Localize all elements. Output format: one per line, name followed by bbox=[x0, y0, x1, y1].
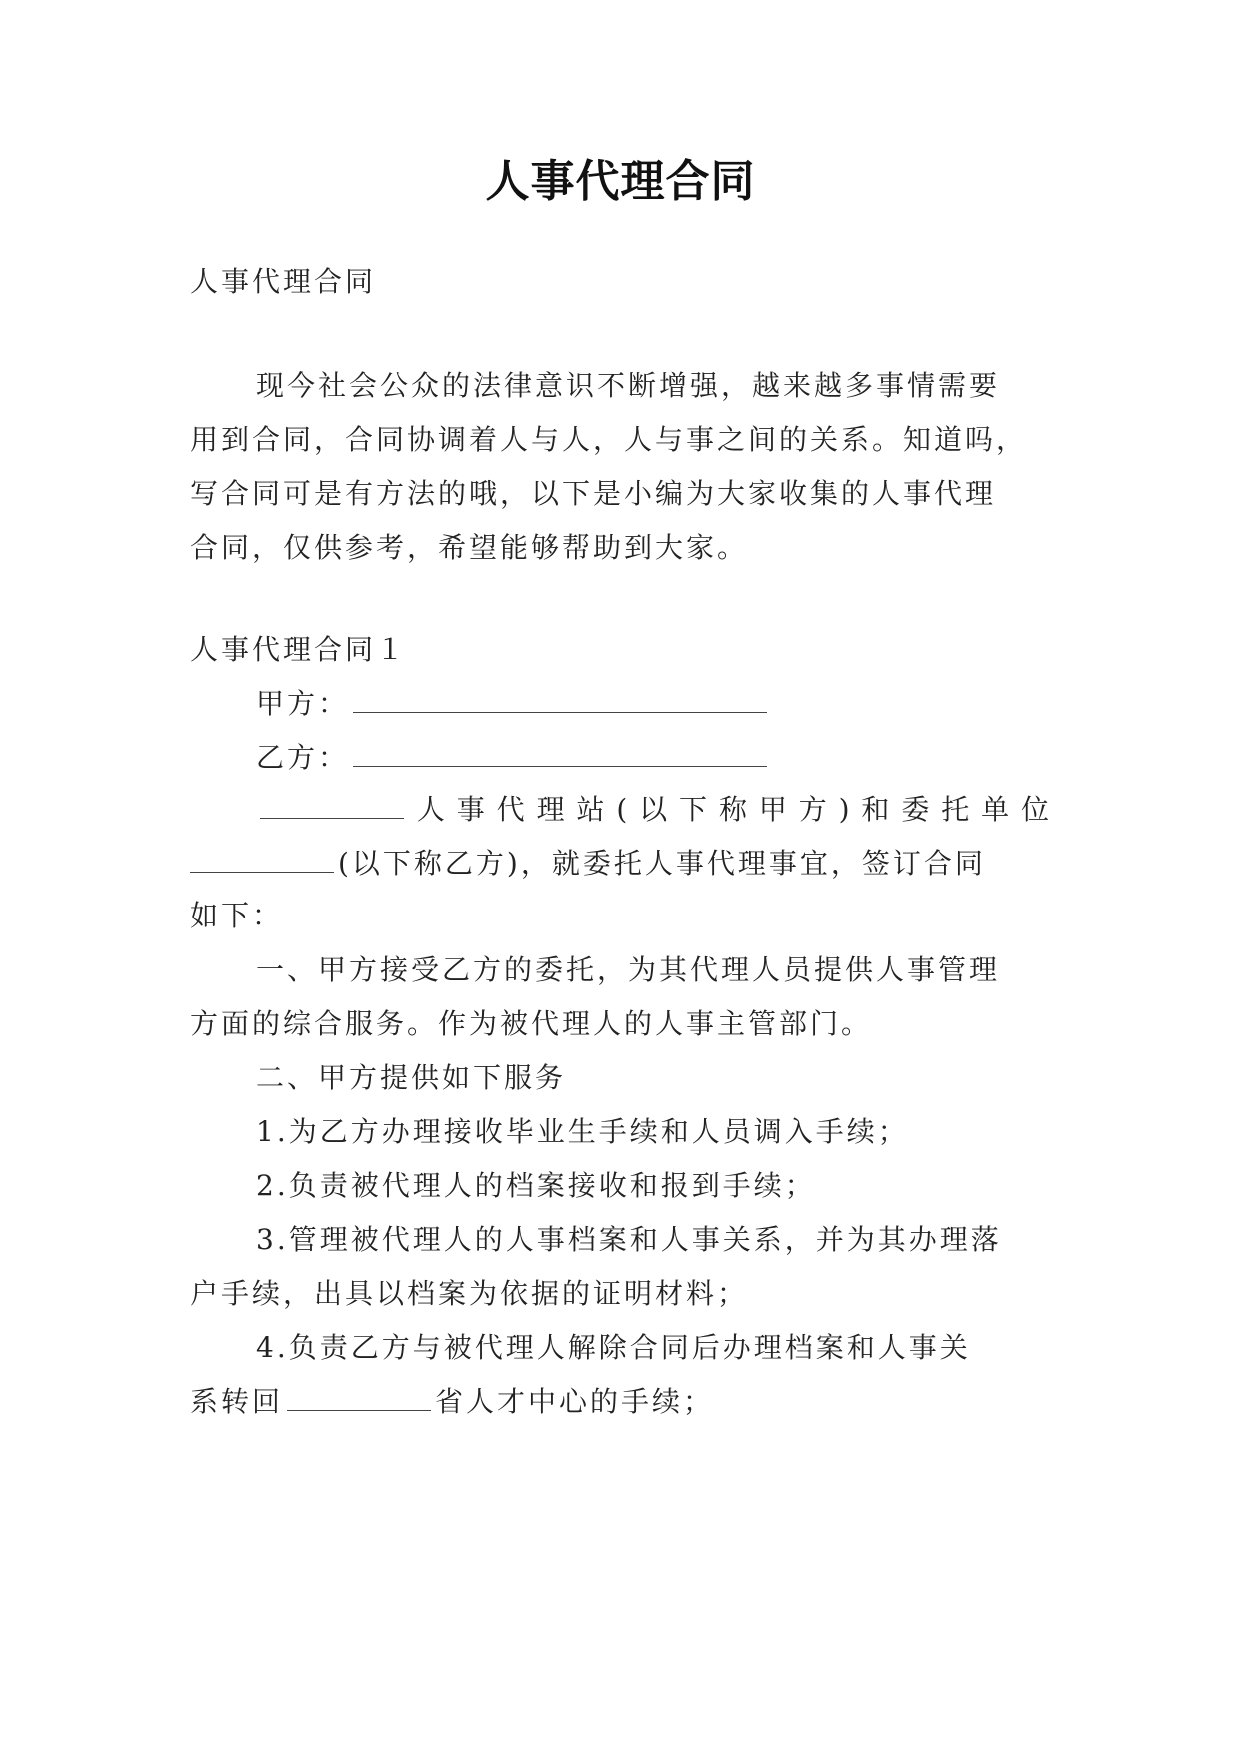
intro-line-4: 合同，仅供参考，希望能够帮助到大家。 bbox=[190, 531, 749, 564]
preamble-line-3: 如下： bbox=[190, 899, 284, 932]
entrusting-unit-blank bbox=[190, 846, 334, 873]
agency-station-blank bbox=[260, 792, 404, 819]
province-blank bbox=[287, 1384, 431, 1411]
party-b-row bbox=[256, 738, 1052, 778]
service-item-3-line-2: 户手续，出具以档案为依据的证明材料； bbox=[190, 1277, 749, 1310]
party-a-row bbox=[256, 684, 1052, 724]
service-item-2: 2.负责被代理人的档案接收和报到手续； bbox=[256, 1169, 816, 1202]
service-item-3-line-1: 3.管理被代理人的人事档案和人事关系，并为其办理落 bbox=[256, 1223, 1002, 1256]
preamble-line-2 bbox=[190, 844, 1052, 884]
clause-1-line-2: 方面的综合服务。作为被代理人的人事主管部门。 bbox=[190, 1007, 873, 1040]
intro-line-3: 写合同可是有方法的哦，以下是小编为大家收集的人事代理 bbox=[190, 477, 997, 510]
service-item-1: 1.为乙方办理接收毕业生手续和人员调入手续； bbox=[256, 1115, 909, 1148]
clause-1-line-1: 一、甲方接受乙方的委托，为其代理人员提供人事管理 bbox=[256, 953, 1001, 986]
service-item-4-suffix: 省人才中心的手续； bbox=[435, 1385, 715, 1418]
clause-2-heading: 二、甲方提供如下服务 bbox=[256, 1061, 567, 1094]
preamble-line-1 bbox=[256, 790, 1052, 830]
party-b-blank bbox=[353, 740, 767, 767]
preamble-text-2: (以下称乙方)，就委托人事代理事宜，签订合同 bbox=[338, 847, 986, 880]
party-a-blank bbox=[353, 686, 767, 713]
intro-line-1: 现今社会公众的法律意识不断增强，越来越多事情需要 bbox=[256, 369, 1001, 402]
contract-heading: 人事代理合同１ bbox=[190, 633, 408, 666]
document-title: 人事代理合同 bbox=[485, 156, 756, 207]
preamble-text-1: 人事代理站(以下称甲方)和委托单位 bbox=[408, 793, 1052, 826]
intro-line-2: 用到合同，合同协调着人与人，人与事之间的关系。知道吗， bbox=[190, 423, 1028, 456]
party-b-label: 乙方： bbox=[256, 741, 350, 774]
party-a-label: 甲方： bbox=[256, 687, 350, 720]
subtitle: 人事代理合同 bbox=[190, 265, 377, 298]
service-item-4-line-1: 4.负责乙方与被代理人解除合同后办理档案和人事关 bbox=[256, 1331, 971, 1364]
service-item-4-line-2 bbox=[190, 1382, 1052, 1422]
service-item-4-prefix: 系转回 bbox=[190, 1385, 284, 1418]
